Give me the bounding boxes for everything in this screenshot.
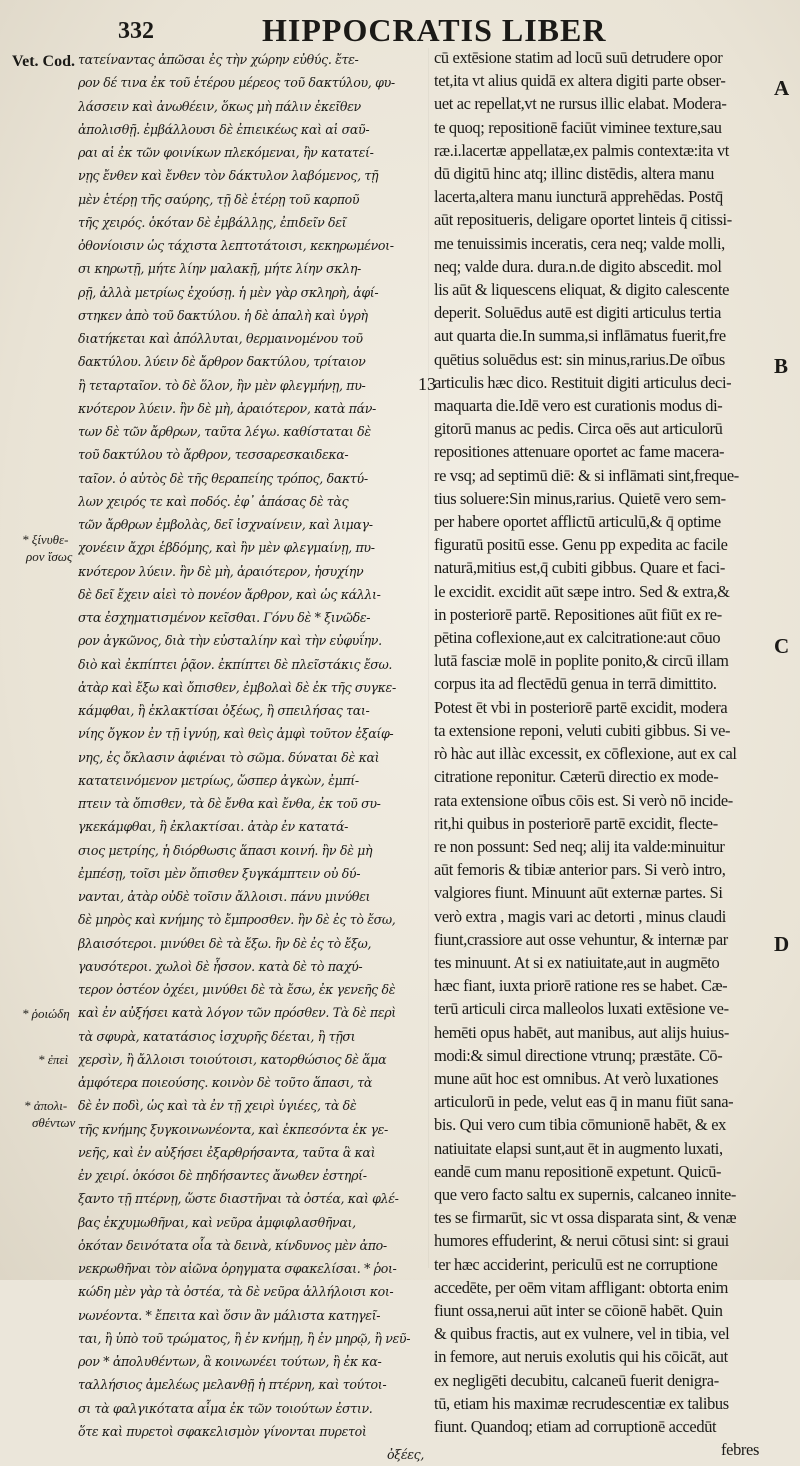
latin-text-line: fiunt,crassiore aut osse vehuntur, & internæ par xyxy=(434,929,728,949)
greek-text-line: ὀθονίοισιν ὡς τάχιστα λεπτοτάτοισι, κεκηρωμένοι- xyxy=(78,238,394,253)
latin-text-line: repositiones attenuare oportet ac fame macera- xyxy=(434,442,725,462)
latin-text-line: aut quarta die.In summa,si inflāmatus fuerit,fre xyxy=(434,326,726,346)
latin-text-line: aūt repositueris, deligare oportet linteis q̄ citissi- xyxy=(434,210,732,230)
latin-text-line: in posteriorē partē. Repositiones aūt fiūt ex re- xyxy=(434,604,722,624)
latin-text-line: in femore, aut neruis exolutis qui his cōicāt, aut xyxy=(434,1347,728,1367)
greek-text-line: νεῆς, καὶ ἐν αὐξήσει ἐξαρθρήσαντα, ταῦτα ἃ καὶ xyxy=(78,1144,376,1160)
latin-text-line: mune aūt hoc est omnibus. At verò luxationes xyxy=(434,1068,719,1088)
latin-text-line: quētius soluēdus est: sin minus,rarius.De oībus xyxy=(434,349,725,369)
latin-text-line: fiunt. Quandoq; etiam ad corruptionē accedūt xyxy=(434,1416,717,1436)
greek-text-line: βλαισότεροι. μινύθει δὲ τὰ ἔξω. ἢν δὲ ἐς τὸ ἔξω, xyxy=(78,935,372,951)
greek-text-line: νίης ὄγκον ἐν τῇ ἰγνύῃ, καὶ θεὶς ἀμφὶ τοῦτον ἐξαίφ- xyxy=(78,726,394,742)
latin-text-line: humores effuderint, & nerui cōtusi sint: si graui xyxy=(434,1231,729,1251)
latin-text-line: eandē cum manu repositionē expetunt. Quicū- xyxy=(434,1161,722,1181)
latin-text-line: articulorū in pede, velut eas q̄ in manu fiūt sana- xyxy=(434,1092,734,1112)
latin-text-line: naturā,mitius est,q̄ cubiti gibbus. Quare et faci- xyxy=(434,558,725,578)
greek-text-line: σι κηρωτῇ, μήτε λίην μαλακῇ, μήτε λίην σκλη- xyxy=(78,261,361,277)
side-letter-c: C xyxy=(774,634,790,658)
greek-text-line: λάσσειν καὶ ἀνωθέειν, ὅκως μὴ πάλιν ἐκεῖθεν xyxy=(78,98,361,114)
latin-text-line: neq; valde dura. dura.n.de digito abscedit. mol xyxy=(434,256,722,276)
latin-text-line: lutā fasciæ molē in poplite ponito,& circū illam xyxy=(434,651,729,671)
latin-text-line: lacerta,altera manu iuncturā apprehēdas. Postq̄ xyxy=(434,187,723,207)
greek-text-line: πτειν τὰ ὄπισθεν, τὰ δὲ ἔνθα καὶ ἔνθα, ἐκ τοῦ συ- xyxy=(78,796,381,811)
latin-text-line: rò hàc aut illàc excessit, ex cōflexione, aut ex cal xyxy=(434,744,737,764)
greek-text-line: νωνέοντα. * ἔπειτα καὶ ὅσιν ἂν μάλιστα κατηγεῖ- xyxy=(78,1307,381,1323)
greek-text-line: ἐμπέσῃ, τοῖσι μὲν ὄπισθεν ξυγκάμπτειν οὐ δύ- xyxy=(78,865,361,881)
greek-text-line: διατήκεται καὶ ἀπόλλυται, θερμαινομένου τοῦ xyxy=(78,331,363,346)
greek-text-line: τερον ὀστέον ὀχέει, μινύθει δὲ τὰ ἔσω, ἐκ γενεῆς δὲ xyxy=(78,982,396,997)
greek-text-line: νεκρωθῆναι τὸν αἰῶνα ὀρηγματα σφακελίσαι. * ῥοι- xyxy=(78,1261,397,1276)
latin-text-line: tes se firmarūt, sic vt ossa disparata sint, & venæ xyxy=(434,1208,737,1228)
greek-text-line: κάμφθαι, ἢ ἐκλακτίσαι ὀξέως, ἢ σπειλήσας ται- xyxy=(78,703,370,718)
running-head: HIPPOCRATIS LIBER xyxy=(262,12,607,48)
latin-text-line: per habere oportet afflictū articulū,& q̄ optime xyxy=(434,512,721,532)
greek-text-line: δὲ μηρὸς καὶ κνήμης τὸ ἔμπροσθεν. ἢν δὲ ἐς τὸ ἔσω, xyxy=(78,912,396,928)
greek-text-line: κνότερον λύειν. ἢν δὲ μὴ, ἀραιότερον, κατὰ πάν- xyxy=(78,400,376,416)
greek-text-line: σι τὰ φαλγικότατα αἷμα ἐκ τῶν τοιούτων ἐστιν. xyxy=(78,1400,373,1416)
greek-text-line: κατατεινόμενον μετρίως, ὥσπερ ἀγκὼν, ἐμπί- xyxy=(78,772,359,788)
greek-text-line: νανται, ἀτὰρ οὐδὲ τοῖσιν ἄλλοισι. πάνυ μινύθει xyxy=(78,889,371,904)
greek-text-line: τοῦ δακτύλου τὸ ἄρθρον, τεσσαρεσκαιδεκα- xyxy=(78,447,349,463)
latin-text-line: modi:& simul directione vtrunq; præstāte. Cō- xyxy=(434,1045,723,1065)
latin-text-line: rit,hi quibus in posteriorē partē excidit, flecte- xyxy=(434,813,718,833)
greek-text-line: μὲν ἑτέρῃ τῆς σαύρης, τῇ δὲ ἑτέρῃ τοῦ καρποῦ xyxy=(78,191,360,207)
latin-text-line: corpus ita ad flectēdū genua in terrā dimittito. xyxy=(434,674,717,694)
latin-text-line: re vsq; ad septimū diē: & si inflāmati sint,freque- xyxy=(434,465,739,485)
greek-text-line: χερσὶν, ἢ ἄλλοισι τοιούτοισι, κατορθώσιος δὲ ἅμα xyxy=(78,1051,387,1067)
latin-text-line: ter hæc acciderint, periculū est ne corruptione xyxy=(434,1254,718,1274)
greek-text-line: χονέειν ἄχρι ἑβδόμης, καὶ ἢν μὲν φλεγμαίνῃ, πυ- xyxy=(78,540,375,556)
greek-text-line: τῆς χειρός. ὁκόταν δὲ ἐμβάλλῃς, ἐπιδεῖν δεῖ xyxy=(78,214,347,230)
latin-text-line: tet,ita vt alius quidā ex altera digiti parte obser- xyxy=(434,71,726,91)
latin-text-line: ex negligēti decubitu, calcaneū fuerit denigra- xyxy=(434,1370,719,1390)
column-gutter xyxy=(428,48,429,1268)
greek-text-line: στηκεν ἀπὸ τοῦ δακτύλου. ἡ δὲ ἁπαλὴ καὶ ὑγρὴ xyxy=(78,307,368,323)
greek-text-line: ἀπολισθῇ. ἐμβάλλουσι δὲ ἐπιεικέως καὶ αἱ σαῦ- xyxy=(78,121,370,137)
side-letter-d: D xyxy=(774,932,790,956)
latin-text-line: maquarta die.Idē vero est curationis modus di- xyxy=(434,396,723,416)
greek-text-line: γαυσότεροι. χωλοὶ δὲ ἧσσον. κατὰ δὲ τὸ παχύ- xyxy=(78,958,363,974)
greek-text-line: ἢ τεταρταῖον. τὸ δὲ ὅλον, ἢν μὲν φλεγμήνῃ, πυ- xyxy=(78,377,366,393)
latin-text-line: lis aūt & liquescens eliquat, & digito calescente xyxy=(434,280,730,300)
greek-text-line: ται, ἢ ὑπὸ τοῦ τρώματος, ἢ ἐν κνήμῃ, ἢ ἐν μηρῷ, ἢ νεῦ- xyxy=(78,1330,411,1346)
latin-text-line: Potest ēt vbi in posteriorē partē excidit, modera xyxy=(434,697,728,717)
greek-text-line: ὀξέες, xyxy=(387,1447,424,1462)
greek-text-line: ξαντο τῇ πτέρνῃ, ὥστε διαστῆναι τὰ ὀστέα, καὶ φλέ- xyxy=(78,1191,399,1207)
latin-text-line: natiuitate elapsi sunt,aut ēt in augmento luxati, xyxy=(434,1138,723,1158)
greek-text-line: ἀτὰρ καὶ ἔξω καὶ ὄπισθεν, ἐμβολαὶ δὲ ἐκ τῆς συγκε- xyxy=(78,679,396,695)
greek-text-line: ρον ἀγκῶνος, διὰ τὴν εὐσταλίην καὶ τὴν εὐφυΐην. xyxy=(78,633,382,649)
greek-text-line: ἐν χειρί. ὁκόσοι δὲ πηδήσαντες ἄνωθεν ἐστηρί- xyxy=(78,1168,367,1183)
side-letter-b: B xyxy=(774,354,789,378)
latin-text-line: cū extēsione statim ad locū suū detrudere opor xyxy=(434,48,723,67)
side-letter-a: A xyxy=(774,76,790,100)
greek-text-line: ρῇ, ἀλλὰ μετρίως ἐχούσῃ. ἡ μὲν γὰρ σκληρὴ, ἀφί- xyxy=(78,284,379,300)
greek-text-line: βας ἐκχυμωθῆναι, καὶ νεῦρα ἀμφιφλασθῆναι, xyxy=(78,1214,356,1230)
greek-text-line: κνότερον λύειν. ἢν δὲ μὴ, ἀραιότερον, ἡσυχίην xyxy=(78,563,364,579)
latin-text-line: bis. Qui vero cum tibia cōmunionē habēt, & ex xyxy=(434,1115,726,1135)
latin-text-line: valgiores fiunt. Minuunt aūt externæ partes. Si xyxy=(434,883,723,903)
greek-text-line: δὲ ἐν ποδὶ, ὡς καὶ τὰ ἐν τῇ χειρὶ ὑγιέες, τὰ δὲ xyxy=(78,1098,357,1114)
greek-text-line: νης, ἐς ὄκλασιν ἀφιέναι τὸ σῶμα. δύναται δὲ καὶ xyxy=(78,749,380,765)
margin-note: * ἐπεὶ xyxy=(38,1052,69,1067)
greek-text-line: τατείναντας ἀπῶσαι ἐς τὴν χώρην εὐθύς. ἔτε- xyxy=(78,52,359,67)
latin-text-line: tū, etiam his maximæ recrudescentiæ ex talibus xyxy=(434,1393,729,1413)
greek-text-column xyxy=(78,48,424,1466)
page-number: 332 xyxy=(118,18,154,44)
latin-text-line: accedēte, per oēm vitam affligant: obtorta enim xyxy=(434,1277,729,1297)
latin-text-line: gitorū manus ac pedis. Circa oēs aut articulorū xyxy=(434,419,723,439)
greek-text-line: δακτύλου. λύειν δὲ ἄρθρον δακτύλου, τρίταιον xyxy=(78,354,366,370)
greek-text-line: σιος μετρίης, ἡ διόρθωσις ἅπασι κοινή. ἢν δὲ μὴ xyxy=(78,842,373,858)
greek-text-line: κώδη μὲν γὰρ τὰ ὀστέα, τὰ δὲ νεῦρα ἀλλήλοισι κοι- xyxy=(78,1284,394,1300)
latin-text-line: articulis hæc dico. Restituit digiti articulus deci- xyxy=(434,372,732,392)
latin-text-line: rata extensione oībus cōis est. Si verò nō incide- xyxy=(434,790,733,810)
latin-text-line: tius soluere:Sin minus,rarius. Quietē vero sem- xyxy=(434,488,726,508)
greek-text-line: γκεκάμφθαι, ἢ ἐκλακτίσαι. ἀτὰρ ἐν κατατά- xyxy=(78,819,349,835)
greek-text-line: ταλλήσιος ἀμελέως μελανθῇ ἡ πτέρνη, καὶ τούτοι- xyxy=(78,1377,387,1393)
greek-text-line: νῃς ἔνθεν καὶ ἔνθεν τὸν δάκτυλον λαβόμενος, τῇ xyxy=(78,168,379,184)
greek-text-line: ὁκόταν δεινότατα οἷα τὰ δεινὰ, κίνδυνος μὲν ἀπο- xyxy=(78,1237,387,1253)
margin-label-vet-cod: Vet. Cod. xyxy=(12,53,75,70)
latin-text-line: citratione reponitur. Cæterū directio ex mode- xyxy=(434,767,719,787)
greek-text-line: στα ἐσχηματισμένον κεῖσθαι. Γόνυ δὲ * ξινῶδε- xyxy=(78,610,371,625)
latin-text-line: pētina coflexione,aut ex calcitratione:aut cōuo xyxy=(434,628,721,648)
greek-text-line: τῶν ἄρθρων ἐμβολὰς, δεῖ ἰσχναίνειν, καὶ λιμαγ- xyxy=(78,517,373,532)
latin-text-line: aūt femoris & tibiæ anterior pars. Si verò intro, xyxy=(434,860,726,880)
latin-text-line: & quibus fractis, aut ex vulnere, vel in tibia, vel xyxy=(434,1324,730,1344)
latin-text-line: que vero facto saltu ex supernis, calcaneo innite- xyxy=(434,1184,736,1204)
margin-note: * ξίνυθε- xyxy=(22,532,69,547)
latin-text-line: hæc fiant, iuxta priorē ratione res se habet. Cæ- xyxy=(434,976,728,996)
margin-note: * ἀπολι- xyxy=(24,1098,68,1113)
greek-text-line: λων χειρός τε καὶ ποδός. ἐφ᾽ ἁπάσας δὲ τὰς xyxy=(78,493,349,509)
margin-note: ρον ἴσως xyxy=(26,549,73,564)
latin-text-line: hemēti opus habēt, aut manibus, aut alijs huius- xyxy=(434,1022,730,1042)
latin-text-line: deperit. Soluēdus autē est digiti articulus tertia xyxy=(434,303,722,323)
latin-text-line: verò extra , magis vari ac detorti , minus claudi xyxy=(434,906,726,926)
latin-text-line: tes minuunt. At si ex natiuitate,aut in augmēto xyxy=(434,952,720,972)
greek-text-line: ἀμφότερα ποιεούσης. κοινὸν δὲ τοῦτο ἅπασι, τὰ xyxy=(78,1075,373,1090)
latin-text-line: terū articuli circa malleolos luxati extēsione ve- xyxy=(434,999,729,1019)
greek-text-line: διὸ καὶ ἐκπίπτει ῥᾷον. ἐκπίπτει δὲ πλεῖστάκις ἔσω. xyxy=(78,656,393,672)
latin-text-line: ta extensione reponi, veluti cubiti gibbus. Si ve- xyxy=(434,720,731,740)
latin-text-line: le excidit. excidit aūt sæpe intro. Sed & extra,& xyxy=(434,581,730,601)
latin-text-line: te quoq; repositionē faciūt viminee texture,sau xyxy=(434,117,722,137)
latin-text-column xyxy=(434,46,759,1461)
greek-text-line: ρον * ἀπολυθέντων, ἃ κοινωνέει τούτων, ἢ ἐκ κα- xyxy=(78,1354,382,1369)
margin-note: * ῥοιώδη xyxy=(22,1006,70,1021)
greek-text-line: τῆς κνήμης ξυγκοινωνέοντα, καὶ ἐκπεσόντα ἐκ γε- xyxy=(78,1121,388,1137)
greek-text-line: καὶ ἐν αὐξήσει κατὰ λόγον τῶν πρόσθεν. Τὰ δὲ περὶ xyxy=(78,1005,396,1021)
latin-text-line: figuratū positū esse. Genu pp expedita ac facile xyxy=(434,535,728,555)
greek-text-line: ταῖον. ὁ αὐτὸς δὲ τῆς θεραπείης τρόπος, δακτύ- xyxy=(78,470,368,486)
greek-text-line: τὰ σφυρὰ, κατατάσιος ἰσχυρῆς δέεται, ἢ τῇσι xyxy=(78,1028,356,1044)
greek-text-line: δὲ δεῖ ἔχειν αἰεὶ τὸ πονέον ἄρθρον, καὶ ὡς κάλλι- xyxy=(78,586,381,602)
margin-note: σθέντων xyxy=(32,1115,76,1130)
latin-text-line: me tenuissimis inceratis, cera neq; valde molli, xyxy=(434,233,725,253)
greek-text-line: ρον δέ τινα ἐκ τοῦ ἑτέρου μέρεος τοῦ δακτύλου, φυ- xyxy=(78,75,395,91)
latin-text-line: febres xyxy=(721,1440,759,1460)
latin-text-line: fiunt ossa,nerui aūt inter se cōionē habēt. Quin xyxy=(434,1300,723,1320)
latin-text-line: uet ac repellat,vt ne rursus illic elabat. Modera- xyxy=(434,94,727,114)
section-number: 13 xyxy=(418,374,436,394)
greek-text-line: ραι αἱ ἐκ τῶν φοινίκων πλεκόμεναι, ἢν κατατεί- xyxy=(78,145,374,160)
latin-text-line: re non possunt: Sed neq; alij ita valde:minuitur xyxy=(434,836,725,856)
greek-text-line: των δὲ τῶν ἄρθρων, ταῦτα λέγω. καθίσταται δὲ xyxy=(78,424,371,439)
greek-text-line: ὅτε καὶ πυρετοὶ σφακελισμὸν γίνονται πυρετοὶ xyxy=(78,1423,367,1439)
latin-text-line: ræ.i.lacertæ appellatæ,ex palmis contextæ:ita vt xyxy=(434,140,729,160)
latin-text-line: dū digitū hinc atq; illinc distēdis, altera manu xyxy=(434,164,714,184)
